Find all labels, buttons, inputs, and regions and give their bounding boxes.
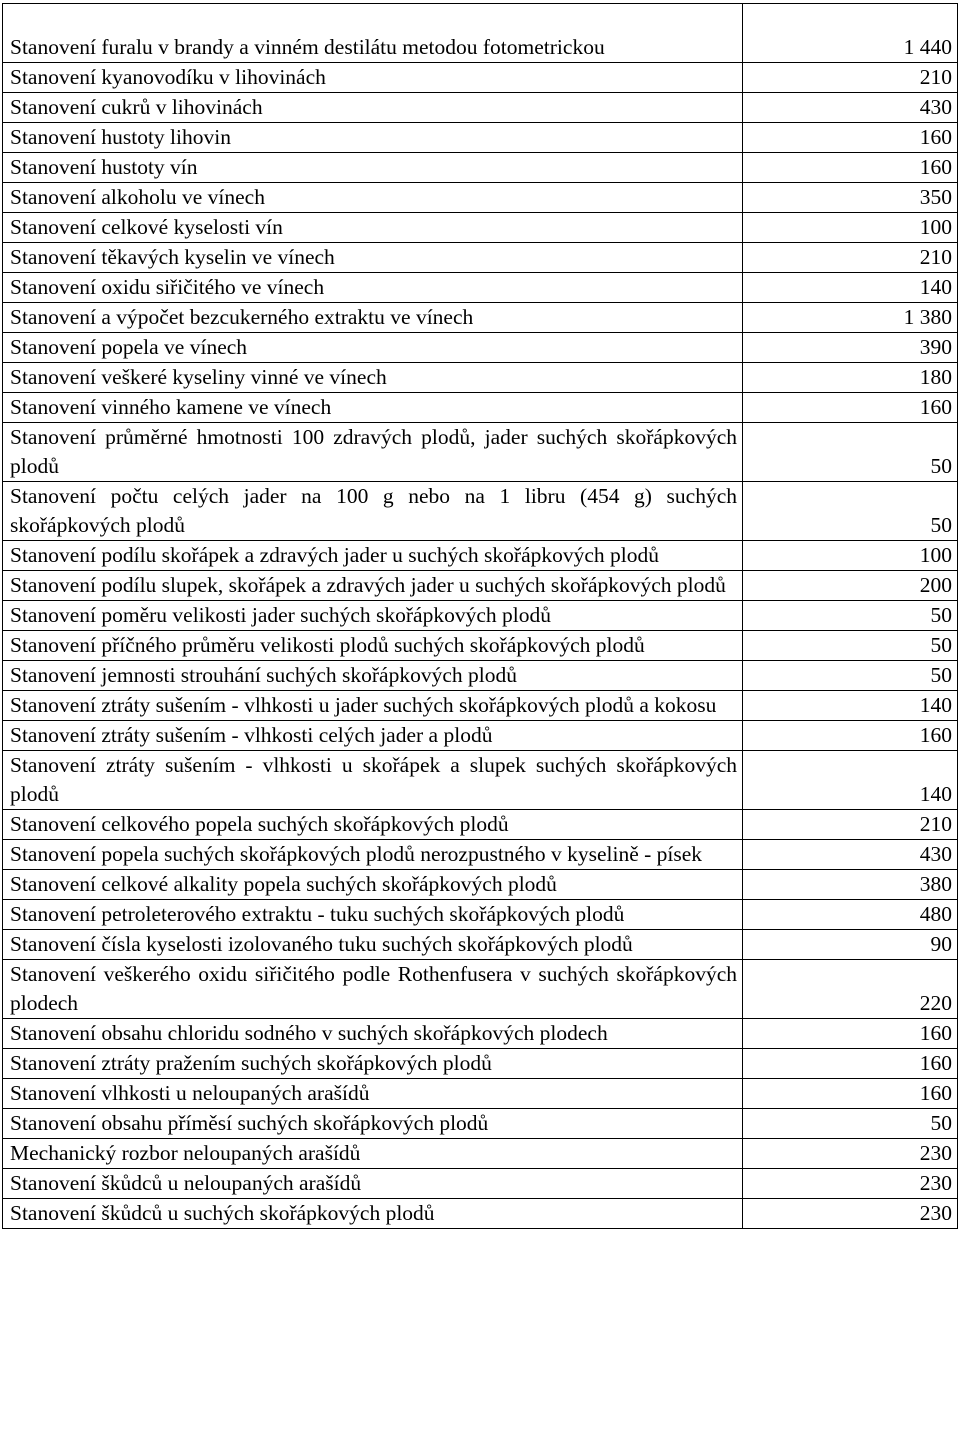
analysis-price-cell: 220 <box>743 960 958 1019</box>
analysis-price-cell: 210 <box>743 243 958 273</box>
analysis-name-cell: Stanovení a výpočet bezcukerného extraktu ve vínech <box>3 303 743 333</box>
analysis-price-cell: 90 <box>743 930 958 960</box>
table-row <box>3 840 958 870</box>
analysis-price-cell: 160 <box>743 153 958 183</box>
table-row <box>3 631 958 661</box>
analysis-price-cell: 160 <box>743 1079 958 1109</box>
table-row <box>3 183 958 213</box>
table-row <box>3 123 958 153</box>
analysis-name-cell: Stanovení ztráty sušením - vlhkosti celých jader a plodů <box>3 721 743 751</box>
analysis-price-cell: 50 <box>743 423 958 482</box>
table-row <box>3 541 958 571</box>
table-row <box>3 571 958 601</box>
analysis-name-cell: Stanovení čísla kyselosti izolovaného tuku suchých skořápkových plodů <box>3 930 743 960</box>
analysis-price-cell: 160 <box>743 1019 958 1049</box>
analysis-price-cell: 200 <box>743 571 958 601</box>
table-row <box>3 303 958 333</box>
analysis-name-cell: Stanovení hustoty lihovin <box>3 123 743 153</box>
analysis-price-cell: 50 <box>743 482 958 541</box>
analysis-price-cell: 350 <box>743 183 958 213</box>
table-row <box>3 1109 958 1139</box>
analysis-name-cell: Stanovení jemnosti strouhání suchých skořápkových plodů <box>3 661 743 691</box>
analysis-price-cell: 1 440 <box>743 4 958 63</box>
table-row <box>3 601 958 631</box>
analysis-name-cell: Stanovení kyanovodíku v lihovinách <box>3 63 743 93</box>
analysis-name-cell: Stanovení škůdců u suchých skořápkových plodů <box>3 1199 743 1229</box>
table-row <box>3 4 958 63</box>
table-row <box>3 243 958 273</box>
analysis-name-cell: Stanovení vlhkosti u neloupaných arašídů <box>3 1079 743 1109</box>
analysis-name-cell: Stanovení celkové kyselosti vín <box>3 213 743 243</box>
table-row <box>3 333 958 363</box>
analysis-name-cell: Stanovení alkoholu ve vínech <box>3 183 743 213</box>
analysis-price-cell: 180 <box>743 363 958 393</box>
analysis-price-cell: 210 <box>743 810 958 840</box>
analysis-name-cell: Stanovení celkového popela suchých skořápkových plodů <box>3 810 743 840</box>
analysis-price-cell: 480 <box>743 900 958 930</box>
table-row <box>3 1019 958 1049</box>
analysis-name-cell: Stanovení celkové alkality popela suchých skořápkových plodů <box>3 870 743 900</box>
table-row <box>3 93 958 123</box>
analysis-name-cell: Stanovení podílu skořápek a zdravých jader u suchých skořápkových plodů <box>3 541 743 571</box>
analysis-name-cell: Stanovení cukrů v lihovinách <box>3 93 743 123</box>
analysis-price-cell: 50 <box>743 631 958 661</box>
table-row <box>3 363 958 393</box>
analysis-name-cell: Stanovení počtu celých jader na 100 g nebo na 1 libru (454 g) suchých skořápkových plodů <box>3 482 743 541</box>
analysis-price-cell: 50 <box>743 601 958 631</box>
analysis-name-cell: Stanovení hustoty vín <box>3 153 743 183</box>
analysis-name-cell: Stanovení veškerého oxidu siřičitého podle Rothenfusera v suchých skořápkových plodech <box>3 960 743 1019</box>
analysis-name-cell: Stanovení těkavých kyselin ve vínech <box>3 243 743 273</box>
table-row <box>3 273 958 303</box>
analysis-price-cell: 100 <box>743 213 958 243</box>
analysis-name-cell: Stanovení furalu v brandy a vinném destilátu metodou fotometrickou <box>3 4 743 63</box>
analysis-price-cell: 160 <box>743 123 958 153</box>
analysis-price-cell: 380 <box>743 870 958 900</box>
analysis-name-cell: Stanovení popela suchých skořápkových plodů nerozpustného v kyselině - písek <box>3 840 743 870</box>
analysis-name-cell: Stanovení obsahu chloridu sodného v suchých skořápkových plodech <box>3 1019 743 1049</box>
analysis-name-cell: Stanovení oxidu siřičitého ve vínech <box>3 273 743 303</box>
analysis-name-cell: Stanovení veškeré kyseliny vinné ve vínech <box>3 363 743 393</box>
analysis-price-cell: 50 <box>743 661 958 691</box>
analysis-price-cell: 390 <box>743 333 958 363</box>
analysis-price-cell: 430 <box>743 93 958 123</box>
table-row <box>3 63 958 93</box>
table-row <box>3 900 958 930</box>
analysis-price-cell: 160 <box>743 721 958 751</box>
analysis-name-cell: Stanovení popela ve vínech <box>3 333 743 363</box>
analysis-name-cell: Stanovení příčného průměru velikosti plodů suchých skořápkových plodů <box>3 631 743 661</box>
analysis-price-cell: 1 380 <box>743 303 958 333</box>
table-row <box>3 810 958 840</box>
table-row <box>3 393 958 423</box>
analysis-price-cell: 50 <box>743 1109 958 1139</box>
table-row <box>3 482 958 541</box>
analysis-name-cell: Mechanický rozbor neloupaných arašídů <box>3 1139 743 1169</box>
table-row <box>3 423 958 482</box>
table-row <box>3 213 958 243</box>
analysis-name-cell: Stanovení ztráty sušením - vlhkosti u jader suchých skořápkových plodů a kokosu <box>3 691 743 721</box>
analysis-price-cell: 140 <box>743 691 958 721</box>
analysis-name-cell: Stanovení vinného kamene ve vínech <box>3 393 743 423</box>
table-row <box>3 870 958 900</box>
price-list-body <box>3 4 958 1229</box>
analysis-price-cell: 230 <box>743 1169 958 1199</box>
table-row <box>3 1139 958 1169</box>
table-row <box>3 721 958 751</box>
table-row <box>3 751 958 810</box>
analysis-name-cell: Stanovení podílu slupek, skořápek a zdravých jader u suchých skořápkových plodů <box>3 571 743 601</box>
price-list-table <box>2 3 958 1229</box>
analysis-name-cell: Stanovení ztráty sušením - vlhkosti u skořápek a slupek suchých skořápkových plodů <box>3 751 743 810</box>
analysis-price-cell: 140 <box>743 273 958 303</box>
table-row <box>3 1079 958 1109</box>
table-row <box>3 1199 958 1229</box>
analysis-price-cell: 210 <box>743 63 958 93</box>
table-row <box>3 960 958 1019</box>
analysis-price-cell: 100 <box>743 541 958 571</box>
table-row <box>3 1049 958 1079</box>
analysis-name-cell: Stanovení škůdců u neloupaných arašídů <box>3 1169 743 1199</box>
table-row <box>3 1169 958 1199</box>
analysis-name-cell: Stanovení ztráty pražením suchých skořápkových plodů <box>3 1049 743 1079</box>
analysis-name-cell: Stanovení obsahu příměsí suchých skořápkových plodů <box>3 1109 743 1139</box>
analysis-name-cell: Stanovení petroleterového extraktu - tuku suchých skořápkových plodů <box>3 900 743 930</box>
analysis-price-cell: 230 <box>743 1139 958 1169</box>
analysis-price-cell: 430 <box>743 840 958 870</box>
table-row <box>3 153 958 183</box>
analysis-price-cell: 160 <box>743 1049 958 1079</box>
analysis-name-cell: Stanovení poměru velikosti jader suchých skořápkových plodů <box>3 601 743 631</box>
table-row <box>3 930 958 960</box>
analysis-name-cell: Stanovení průměrné hmotnosti 100 zdravých plodů, jader suchých skořápkových plodů <box>3 423 743 482</box>
analysis-price-cell: 140 <box>743 751 958 810</box>
analysis-price-cell: 230 <box>743 1199 958 1229</box>
table-row <box>3 661 958 691</box>
analysis-price-cell: 160 <box>743 393 958 423</box>
table-row <box>3 691 958 721</box>
